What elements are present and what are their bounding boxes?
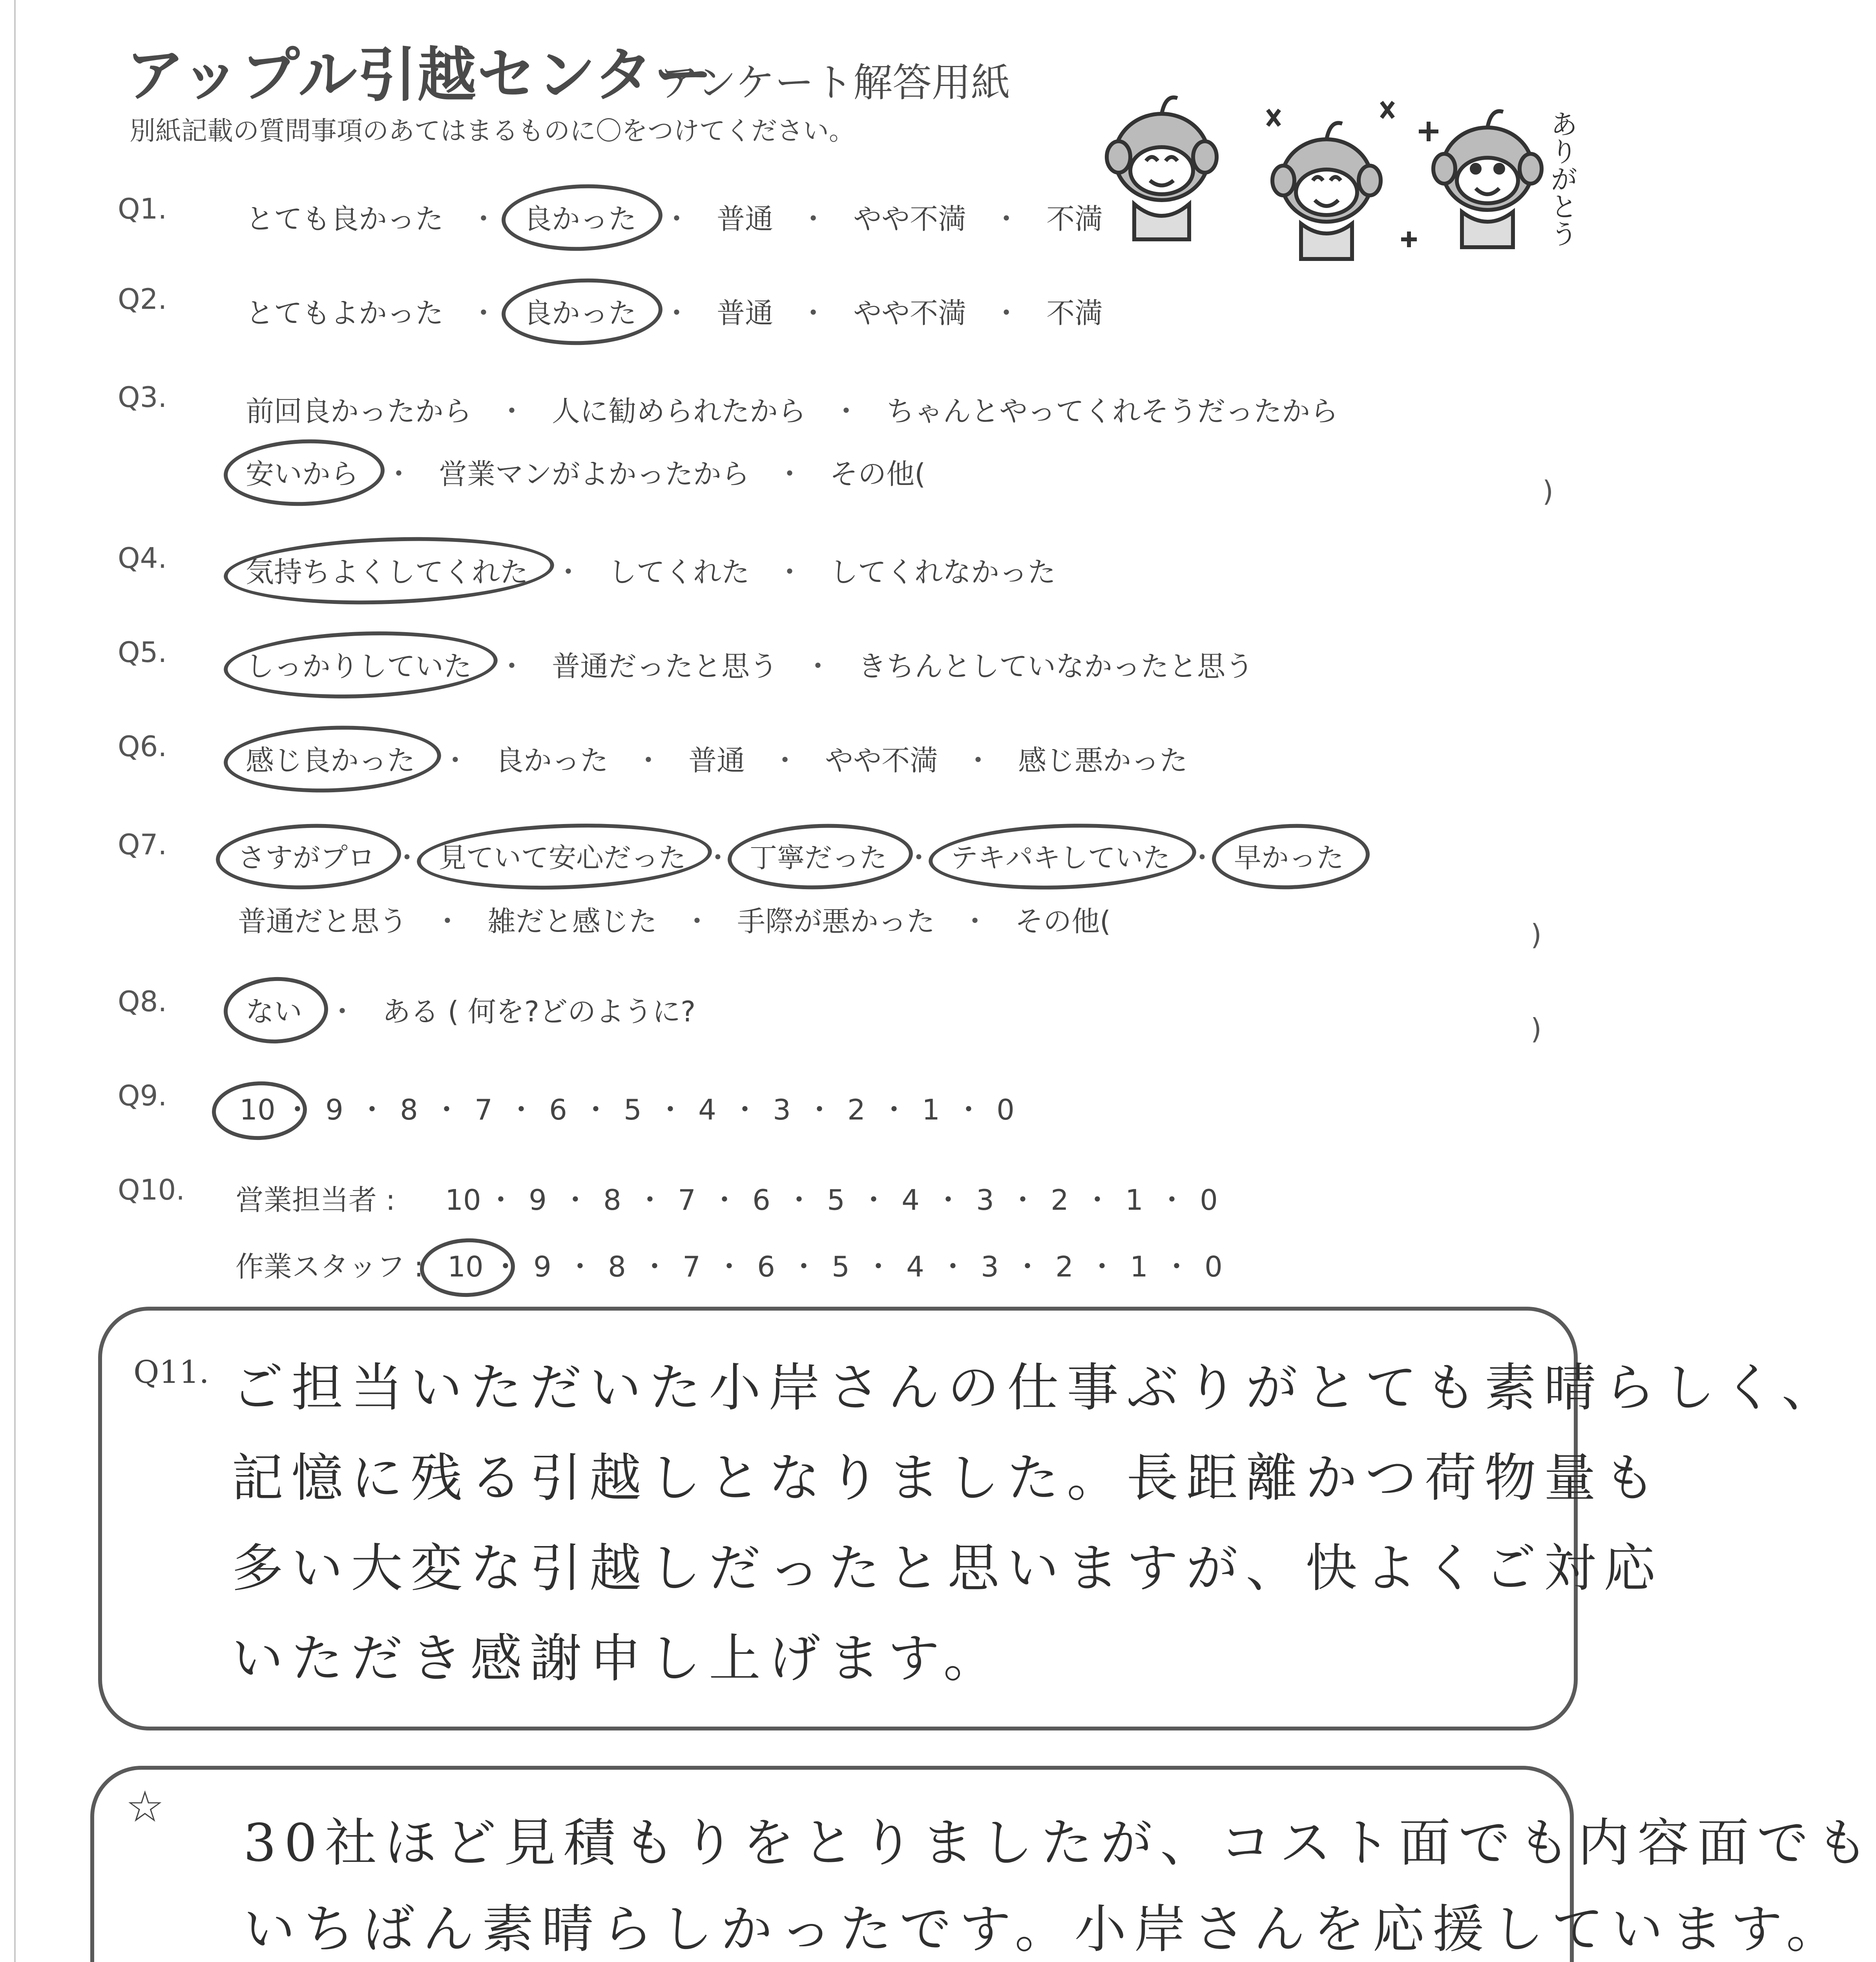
q7-option-5[interactable]: 早かった (1232, 836, 1346, 875)
q1-options: とても良かった ・ 良かった ・ 普通 ・ やや不満 ・ 不満 (243, 196, 1105, 237)
q2-option-4[interactable]: やや不満 (853, 297, 967, 330)
q7-option-7[interactable]: 雑だと感じた (487, 905, 657, 938)
q11-line-3: 多い大変な引越しだったと思いますが、快よくご対応 (232, 1538, 1663, 1599)
q2-options: とてもよかった ・ 良かった ・ 普通 ・ やや不満 ・ 不満 (243, 290, 1105, 331)
q10-staff-score-1[interactable]: 1 (1130, 1250, 1148, 1283)
q7-option-9[interactable]: その他( (1015, 905, 1111, 938)
q3-close-paren: ) (1542, 475, 1554, 508)
q9-score-9[interactable]: 9 (325, 1093, 343, 1126)
q10-number: Q10. (118, 1173, 185, 1206)
q10-staff-score-3[interactable]: 3 (981, 1250, 999, 1283)
q11-line-1: ご担当いただいた小岸さんの仕事ぶりがとても素晴らしく、 (232, 1358, 1841, 1418)
brand-title: アップル引越センター (126, 41, 714, 109)
q10-sales-score-0[interactable]: 0 (1200, 1183, 1218, 1216)
q10-sales-label: 営業担当者 : (235, 1183, 396, 1216)
q10-staff-row: 作業スタッフ : 10 ・ 9 ・ 8 ・ 7 ・ 6 ・ 5 ・ 4 ・ 3 ・ 2 ・ 1 ・ 0 (235, 1244, 1237, 1285)
q1-option-3[interactable]: 普通 (717, 202, 774, 235)
q9-score-1[interactable]: 1 (922, 1093, 940, 1126)
q8-options: ない ・ ある ( 何を?どのように? (243, 989, 698, 1030)
q9-score-2[interactable]: 2 (847, 1093, 865, 1126)
q9-number: Q9. (118, 1079, 167, 1112)
instruction-text: 別紙記載の質問事項のあてはまるものに〇をつけてください。 (130, 116, 855, 146)
q6-option-1[interactable]: 感じ良かった (243, 738, 418, 779)
q5-option-1[interactable]: しっかりしていた (243, 644, 474, 684)
q9-score-10[interactable]: 10 (232, 1093, 283, 1126)
q6-option-5[interactable]: 感じ悪かった (1018, 744, 1188, 777)
q7-number: Q7. (118, 828, 167, 861)
q10-sales-row: 営業担当者 : 10 ・ 9 ・ 8 ・ 7 ・ 6 ・ 5 ・ 4 ・ 3 ・ 2 ・ 1 ・ 0 (235, 1177, 1232, 1218)
q10-staff-score-8[interactable]: 8 (608, 1250, 626, 1283)
q6-option-3[interactable]: 普通 (688, 744, 745, 777)
q8-option-2[interactable]: ある ( 何を?どのように? (382, 995, 696, 1028)
q2-option-3[interactable]: 普通 (717, 297, 774, 330)
q5-option-3[interactable]: きちんとしていなかったと思う (858, 650, 1254, 683)
q10-sales-score-8[interactable]: 8 (603, 1183, 621, 1216)
q10-staff-score-5[interactable]: 5 (832, 1250, 850, 1283)
form-subtitle: アンケート解答用紙 (659, 60, 1010, 106)
q9-score-7[interactable]: 7 (474, 1093, 493, 1126)
q4-option-1[interactable]: 気持ちよくしてくれた (243, 549, 531, 590)
q3-number: Q3. (118, 381, 167, 414)
mascot-text: ありがとう (1546, 110, 1578, 247)
q9-score-4[interactable]: 4 (698, 1093, 716, 1126)
q5-number: Q5. (118, 636, 167, 669)
q10-sales-score-3[interactable]: 3 (976, 1183, 994, 1216)
q8-close-paren: ) (1531, 1012, 1542, 1045)
q10-staff-score-6[interactable]: 6 (757, 1250, 775, 1283)
q3-options-line1: 前回良かったから ・ 人に勧められたから ・ ちゃんとやってくれそうだったから (243, 388, 1341, 429)
q4-option-2[interactable]: してくれた (608, 556, 750, 589)
q10-staff-score-9[interactable]: 9 (533, 1250, 551, 1283)
q11-comment-box[interactable] (98, 1307, 1841, 1730)
q10-staff-score-10[interactable]: 10 (440, 1250, 491, 1283)
q7-option-2[interactable]: 見ていて安心だった (436, 836, 688, 875)
q4-option-3[interactable]: してくれなかった (830, 556, 1056, 589)
q3-option-1[interactable]: 前回良かったから (246, 395, 472, 428)
q1-option-2[interactable]: 良かった (521, 196, 639, 237)
q1-option-5[interactable]: 不満 (1046, 202, 1103, 235)
mascot-illustration (1083, 63, 1609, 275)
q10-sales-score-9[interactable]: 9 (529, 1183, 547, 1216)
q3-option-6[interactable]: その他( (830, 458, 926, 491)
q10-sales-score-1[interactable]: 1 (1125, 1183, 1143, 1216)
q8-number: Q8. (118, 985, 167, 1018)
star-line-2: いちばん素晴らしかったです。小岸さんを応援しています。 (243, 1899, 1846, 1960)
q10-staff-label: 作業スタッフ : (235, 1250, 424, 1283)
q9-score-0[interactable]: 0 (996, 1093, 1015, 1126)
q5-options: しっかりしていた ・ 普通だったと思う ・ きちんとしていなかったと思う (243, 644, 1256, 684)
q10-staff-score-4[interactable]: 4 (906, 1250, 924, 1283)
q10-sales-score-10[interactable]: 10 (445, 1183, 481, 1216)
q10-sales-score-7[interactable]: 7 (678, 1183, 696, 1216)
q3-option-3[interactable]: ちゃんとやってくれそうだったから (886, 395, 1339, 428)
q6-option-2[interactable]: 良かった (495, 744, 609, 777)
star-icon: ☆ (126, 1781, 164, 1832)
q7-options-line1: さすがプロ ・ 見ていて安心だった ・ 丁寧だった ・ テキパキしていた ・ 早かった (235, 836, 1346, 875)
q6-number: Q6. (118, 730, 167, 763)
q6-option-4[interactable]: やや不満 (825, 744, 938, 777)
q5-option-2[interactable]: 普通だったと思う (552, 650, 778, 683)
q11-label: Q11. (133, 1354, 209, 1390)
q9-score-8[interactable]: 8 (400, 1093, 418, 1126)
q2-option-2[interactable]: 良かった (521, 290, 639, 331)
q7-options-line2: 普通だと思う ・ 雑だと感じた ・ 手際が悪かった ・ その他( (235, 899, 1113, 939)
q11-line-2: 記憶に残る引越しとなりました。長距離かつ荷物量も (232, 1448, 1663, 1508)
q10-staff-score-7[interactable]: 7 (683, 1250, 701, 1283)
q9-score-5[interactable]: 5 (624, 1093, 642, 1126)
q3-option-2[interactable]: 人に勧められたから (552, 395, 807, 428)
q7-option-1[interactable]: さすがプロ (235, 836, 378, 875)
q3-options-line2: 安いから ・ 営業マンがよかったから ・ その他( (243, 451, 928, 492)
q10-staff-score-2[interactable]: 2 (1055, 1250, 1073, 1283)
q4-number: Q4. (118, 542, 167, 574)
q7-option-3[interactable]: 丁寧だった (747, 836, 889, 875)
q6-options: 感じ良かった ・ 良かった ・ 普通 ・ やや不満 ・ 感じ悪かった (243, 738, 1190, 779)
star-line-1: 30社ほど見積もりをとりましたが、コスト面でも内容面でも (243, 1813, 1876, 1873)
q7-option-4[interactable]: テキパキしていた (948, 836, 1173, 875)
q7-close-paren: ) (1531, 918, 1542, 951)
q8-option-1[interactable]: ない (243, 989, 305, 1030)
q2-option-1[interactable]: とてもよかった (246, 297, 444, 330)
q10-staff-score-0[interactable]: 0 (1204, 1250, 1223, 1283)
q9-scale: 10 ・ 9 ・ 8 ・ 7 ・ 6 ・ 5 ・ 4 ・ 3 ・ 2 ・ 1 ・ 0 (232, 1087, 1029, 1128)
q1-number: Q1. (118, 192, 167, 225)
q10-sales-score-2[interactable]: 2 (1051, 1183, 1069, 1216)
q9-score-6[interactable]: 6 (549, 1093, 567, 1126)
q2-number: Q2. (118, 283, 167, 315)
q10-sales-score-5[interactable]: 5 (827, 1183, 845, 1216)
star-comment-box[interactable] (90, 1766, 1876, 1962)
q3-option-4[interactable]: 安いから (243, 451, 361, 492)
q9-score-3[interactable]: 3 (773, 1093, 791, 1126)
q11-line-4: いただき感謝申し上げます。 (232, 1628, 1003, 1689)
q1-option-4[interactable]: やや不満 (853, 202, 967, 235)
q10-sales-score-6[interactable]: 6 (752, 1183, 770, 1216)
q3-option-5[interactable]: 営業マンがよかったから (439, 458, 750, 491)
q7-option-8[interactable]: 手際が悪かった (737, 905, 935, 938)
q4-options: 気持ちよくしてくれた ・ してくれた ・ してくれなかった (243, 549, 1058, 590)
q10-sales-score-4[interactable]: 4 (902, 1183, 920, 1216)
q1-option-1[interactable]: とても良かった (246, 202, 444, 235)
q2-option-5[interactable]: 不満 (1046, 297, 1103, 330)
scan-edge (14, 0, 16, 1962)
q7-option-6[interactable]: 普通だと思う (238, 905, 408, 938)
